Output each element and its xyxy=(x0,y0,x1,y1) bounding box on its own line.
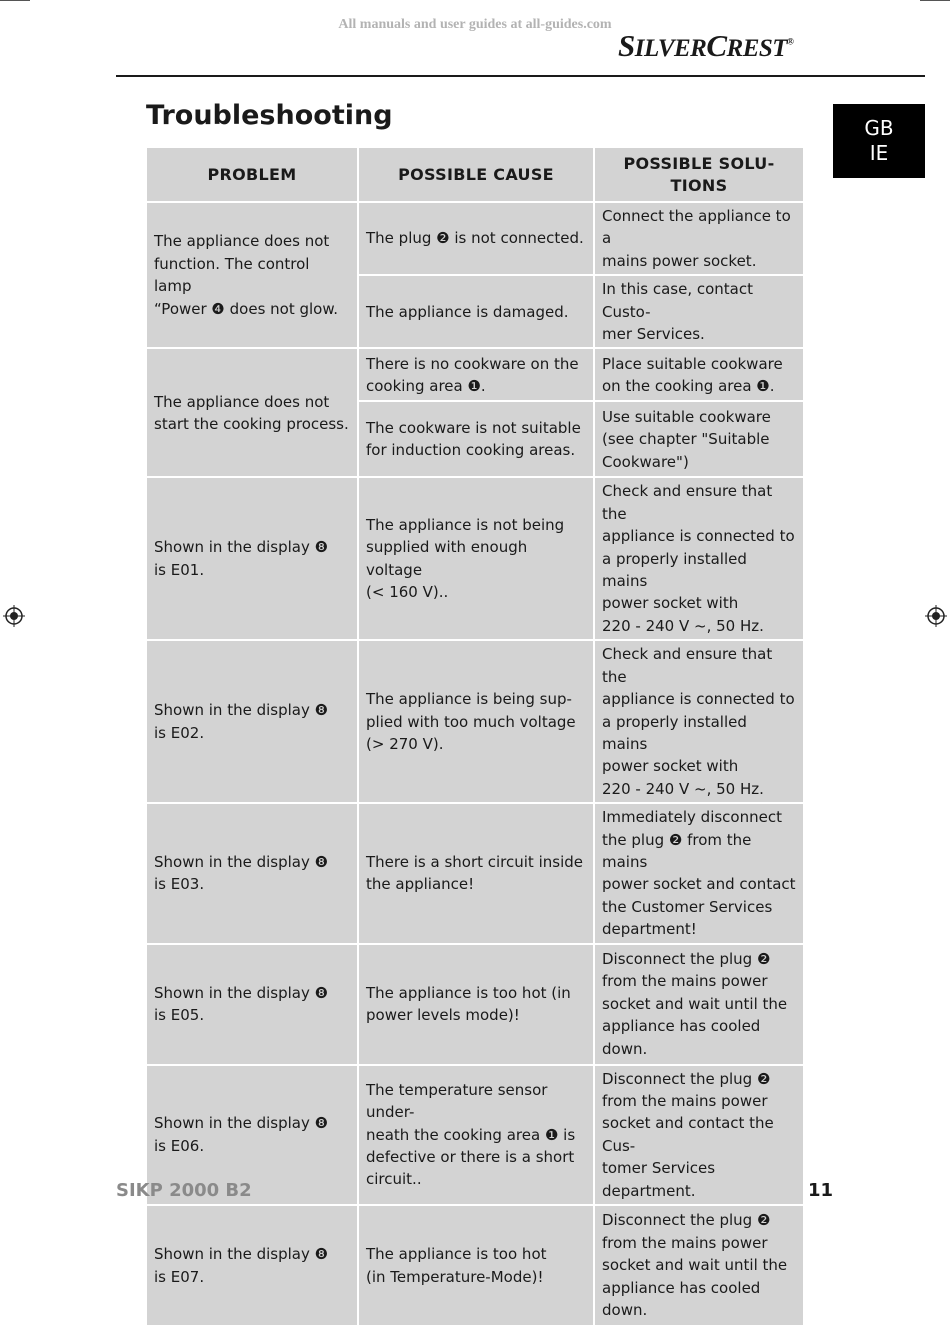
troubleshooting-table xyxy=(145,146,805,1327)
solution-cell: Place suitable cookware on the cooking area ❶. xyxy=(594,348,804,401)
registration-mark-icon xyxy=(3,605,25,627)
cause-cell: The appliance is being sup- plied with too much voltage (> 270 V). xyxy=(358,640,594,803)
language-code-gb: GB xyxy=(864,116,894,140)
solution-cell: Check and ensure that the appliance is connected to a properly installed mains power socket with 220 - 240 V ~, 50 Hz. xyxy=(594,477,804,640)
cause-cell: The cookware is not suitable for induction cooking areas. xyxy=(358,401,594,477)
problem-cell: Shown in the display ❽ is E06. xyxy=(146,1065,358,1205)
cause-cell: The appliance is too hot (in Temperature-Mode)! xyxy=(358,1205,594,1326)
table-row xyxy=(146,1205,804,1326)
crop-mark-top-right xyxy=(920,0,950,1)
table-row xyxy=(146,477,804,640)
problem-cell: The appliance does not function. The control lamp “Power ❹ does not glow. xyxy=(146,202,358,348)
language-tab xyxy=(833,104,925,178)
cause-cell: There is no cookware on the cooking area ❶. xyxy=(358,348,594,401)
watermark-text: All manuals and user guides at all-guides.com xyxy=(338,17,612,32)
solution-cell: Disconnect the plug ❷ from the mains power socket and contact the Cus- tomer Services department. xyxy=(594,1065,804,1205)
page-title: Troubleshooting xyxy=(146,100,393,131)
problem-cell: Shown in the display ❽ is E07. xyxy=(146,1205,358,1326)
header-possible-cause: POSSIBLE CAUSE xyxy=(358,147,594,202)
cause-cell: The temperature sensor under- neath the cooking area ❶ is defective or there is a short circuit.. xyxy=(358,1065,594,1205)
header-problem: PROBLEM xyxy=(146,147,358,202)
language-code-ie: IE xyxy=(869,141,889,165)
problem-cell: Shown in the display ❽ is E02. xyxy=(146,640,358,803)
solution-cell: Connect the appliance to a mains power socket. xyxy=(594,202,804,275)
cause-cell: The appliance is not being supplied with enough voltage (< 160 V).. xyxy=(358,477,594,640)
solution-cell: Immediately disconnect the plug ❷ from the mains power socket and contact the Customer Services department! xyxy=(594,803,804,943)
solution-cell: Use suitable cookware (see chapter "Suitable Cookware") xyxy=(594,401,804,477)
solution-cell: Check and ensure that the appliance is connected to a properly installed mains power socket with 220 - 240 V ~, 50 Hz. xyxy=(594,640,804,803)
table-header-row xyxy=(146,147,804,202)
brand-logo: SILVERCREST® xyxy=(618,28,794,63)
footer-model-number: SIKP 2000 B2 xyxy=(116,1180,252,1201)
table-row xyxy=(146,640,804,803)
cause-cell: The plug ❷ is not connected. xyxy=(358,202,594,275)
crop-mark-top-left xyxy=(0,0,30,1)
table-row xyxy=(146,803,804,943)
problem-cell: Shown in the display ❽ is E05. xyxy=(146,944,358,1065)
registration-mark-icon xyxy=(925,605,947,627)
problem-cell: Shown in the display ❽ is E01. xyxy=(146,477,358,640)
cause-cell: The appliance is too hot (in power levels mode)! xyxy=(358,944,594,1065)
table-row xyxy=(146,348,804,401)
problem-cell: The appliance does not start the cooking process. xyxy=(146,348,358,477)
header-possible-solutions: POSSIBLE SOLU- TIONS xyxy=(594,147,804,202)
table-row xyxy=(146,202,804,275)
problem-cell: Shown in the display ❽ is E03. xyxy=(146,803,358,943)
header-rule xyxy=(116,75,925,77)
solution-cell: In this case, contact Custo- mer Services. xyxy=(594,275,804,348)
solution-cell: Disconnect the plug ❷ from the mains power socket and wait until the appliance has cooled down. xyxy=(594,944,804,1065)
solution-cell: Disconnect the plug ❷ from the mains power socket and wait until the appliance has cooled down. xyxy=(594,1205,804,1326)
cause-cell: There is a short circuit inside the appliance! xyxy=(358,803,594,943)
footer-page-number: 11 xyxy=(808,1180,834,1201)
cause-cell: The appliance is damaged. xyxy=(358,275,594,348)
table-row xyxy=(146,944,804,1065)
